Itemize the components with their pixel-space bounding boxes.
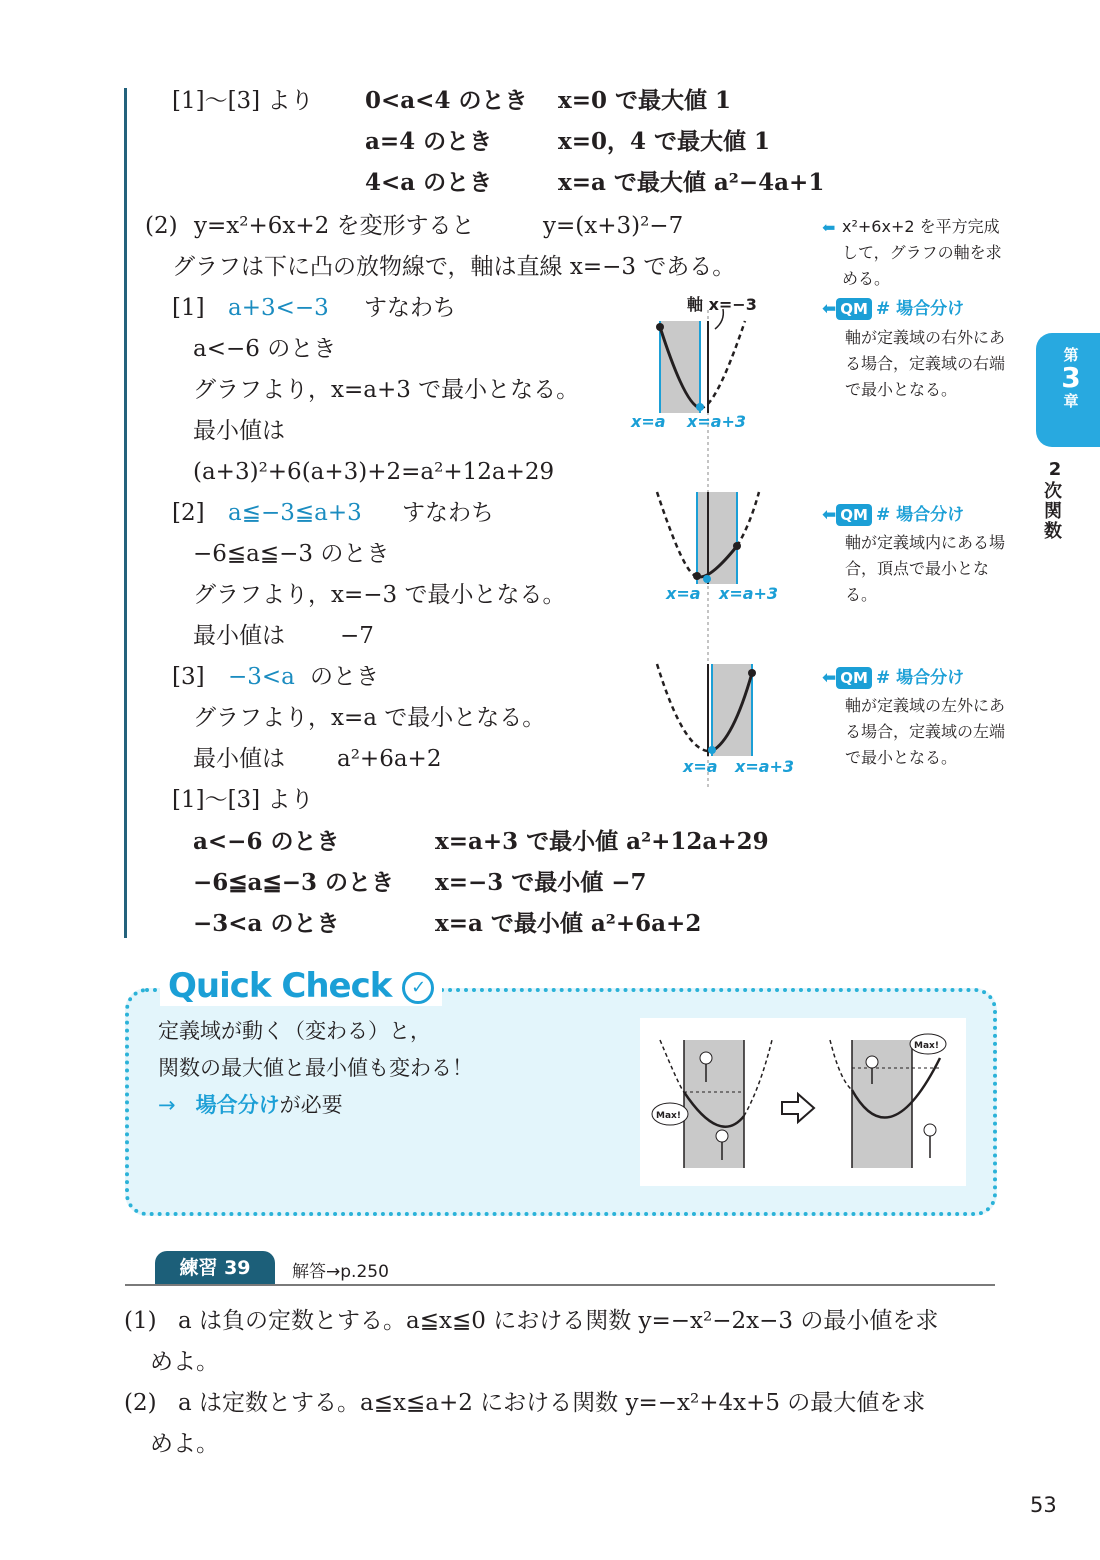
chapter-title-text: 次関数	[1044, 481, 1062, 542]
graph2-curve-dashed-right	[737, 492, 759, 546]
problem2-line2: めよ。	[150, 1431, 219, 1457]
graph2-dot-right	[733, 542, 741, 550]
qm-heading-2: ⬅ QM # 場合分け	[822, 505, 965, 525]
part2-graph-desc: グラフは下に凸の放物線で，軸は直線 x=−3 である。	[172, 254, 736, 280]
graph3-dot-right	[748, 669, 756, 677]
summary-max-cond-2: a=4 のとき	[365, 128, 493, 155]
case1-line5: (a+3)²+6(a+3)+2=a²+12a+29	[193, 459, 555, 485]
case2-min-value: −7	[340, 623, 374, 649]
quick-check-title-text: Quick Check	[168, 966, 392, 1006]
side-note-4: 軸が定義域の左外にある場合，定義域の左端で最小となる。	[845, 696, 1006, 767]
qm-tag-2: # 場合分け	[875, 505, 965, 525]
case1-line4: 最小値は	[193, 418, 285, 444]
graph1-curve-dashed	[700, 321, 745, 408]
summary-min-cond-2: −6≦a≦−3 のとき	[193, 869, 395, 896]
quick-check-title	[160, 966, 442, 1006]
part2-label: (2)	[145, 213, 178, 239]
quick-check-line1: 定義域が動く（変わる）と，	[158, 1019, 431, 1043]
graph3-dot-min	[708, 746, 716, 754]
summary-min-cond-1: a<−6 のとき	[193, 828, 340, 855]
case3-line3: グラフより，x=a で最小となる。	[193, 705, 546, 731]
exercise-answer-ref[interactable]: 解答→p.250	[292, 1262, 389, 1282]
quick-check-tail: が必要	[279, 1093, 343, 1117]
summary-max-lead: [1]～[3] より	[172, 88, 314, 114]
qm-heading-3: ⬅ QM # 場合分け	[822, 668, 965, 688]
case2-suffix: すなわち	[402, 500, 494, 526]
graph1-label-a3: x=a+3	[687, 412, 747, 431]
note1-arrow-icon: ⬅	[822, 218, 836, 237]
illus-bubble-right-text: Max!	[914, 1041, 939, 1051]
case1-condition: a+3<−3	[228, 295, 329, 321]
page-number: 53	[1030, 1493, 1057, 1517]
chapter-suffix: 章	[1063, 392, 1079, 410]
graph1-dot-min	[696, 403, 704, 411]
graph3-domain	[712, 664, 752, 756]
case3-suffix: のとき	[310, 664, 379, 690]
graph2-domain	[697, 492, 737, 584]
illus-person-left-top	[700, 1052, 712, 1064]
summary-max-result-2: x=0，4 で最大値 1	[558, 128, 771, 155]
summary-min-result-3: x=a で最小値 a²+6a+2	[435, 910, 702, 937]
summary-min-result-2: x=−3 で最小値 −7	[435, 869, 647, 896]
chapter-prefix: 第	[1063, 346, 1079, 364]
quick-check-arrow: →	[158, 1093, 176, 1117]
quick-check-illustration	[640, 1018, 966, 1186]
qm-badge-2: QM	[836, 504, 872, 526]
part2-transform: y=x²+6x+2 を変形すると	[194, 213, 475, 239]
illus-bubble-left-text: Max!	[656, 1111, 681, 1121]
illus-left-dashed-2	[744, 1040, 772, 1116]
illus-person-right-top	[866, 1056, 878, 1068]
qm-badge-1: QM	[836, 298, 872, 320]
illus-left-dashed-1	[660, 1040, 684, 1092]
exercise-tab: 練習 39	[155, 1251, 275, 1285]
side-note-3: 軸が定義域内にある場合，頂点で最小となる。	[845, 533, 1006, 604]
case1-line2: a<−6 のとき	[193, 336, 337, 362]
case2-line3: グラフより，x=−3 で最小となる。	[193, 582, 566, 608]
graph3-label-a3: x=a+3	[735, 757, 795, 776]
summary-max-result-3: x=a で最大値 a²−4a+1	[558, 169, 825, 196]
graph2-curve-dashed-left	[657, 492, 697, 576]
illus-person-left-bottom	[716, 1130, 728, 1142]
chapter-number: 3	[1061, 361, 1081, 394]
problem2-label: (2)	[124, 1390, 157, 1416]
graph1-label-a: x=a	[631, 412, 666, 431]
case3-min-value: a²+6a+2	[337, 746, 442, 772]
qm-tag-3: # 場合分け	[875, 668, 965, 688]
graph1-dot-left	[656, 323, 664, 331]
exercise-divider	[125, 1284, 995, 1286]
case3-label: [3]	[172, 664, 205, 690]
case2-label: [2]	[172, 500, 205, 526]
case2-condition: a≦−3≦a+3	[228, 500, 362, 526]
graph1-domain	[660, 321, 700, 413]
summary-min-lead: [1]～[3] より	[172, 787, 314, 813]
graph2-dot-left	[693, 572, 701, 580]
quick-check-emph: 場合分け	[195, 1093, 280, 1117]
qm-heading-1: ⬅ QM # 場合分け	[822, 299, 965, 319]
summary-min-cond-3: −3<a のとき	[193, 910, 340, 937]
case1-label: [1]	[172, 295, 205, 321]
qm-tag-1: # 場合分け	[875, 299, 965, 319]
graph2-label-a3: x=a+3	[719, 584, 779, 603]
graph-axis-label: 軸 x=−3	[687, 295, 757, 314]
summary-max-cond-3: 4<a のとき	[365, 169, 493, 196]
side-note-1: x²+6x+2 を平方完成して，グラフの軸を求める。	[842, 217, 1002, 288]
chapter-title-number: 2	[1048, 459, 1062, 480]
case1-suffix: すなわち	[364, 295, 456, 321]
graph3-label-a: x=a	[683, 757, 718, 776]
graph2-label-a: x=a	[666, 584, 701, 603]
summary-max-result-1: x=0 で最大値 1	[558, 87, 732, 114]
case3-condition: −3<a	[228, 664, 295, 690]
illus-right-dashed-1	[830, 1040, 852, 1090]
qm-badge-3: QM	[836, 667, 872, 689]
case2-line2: −6≦a≦−3 のとき	[193, 541, 390, 567]
quick-check-line2: 関数の最大値と最小値も変わる！	[158, 1056, 473, 1080]
check-icon: ✓	[402, 972, 434, 1004]
problem2-line1: a は定数とする。a≦x≦a+2 における関数 y=−x²+4x+5 の最大値を求	[178, 1390, 926, 1416]
chapter-tab	[1036, 333, 1100, 447]
graph2-dot-vertex	[703, 575, 711, 583]
side-note-2: 軸が定義域の右外にある場合，定義域の右端で最小となる。	[845, 328, 1006, 399]
summary-max-cond-1: 0<a<4 のとき	[365, 87, 528, 114]
illustration-svg	[640, 1018, 966, 1186]
case2-line4: 最小値は	[193, 623, 285, 649]
graph3-curve-dashed	[657, 664, 712, 751]
parabola-graphs	[615, 285, 815, 795]
left-rule	[124, 88, 127, 938]
quick-check-line3	[158, 1089, 343, 1119]
summary-min-result-1: x=a+3 で最小値 a²+12a+29	[435, 828, 769, 855]
case3-line4: 最小値は	[193, 746, 285, 772]
illus-arrow-icon	[782, 1094, 814, 1122]
part2-transform-result: y=(x+3)²−7	[543, 213, 684, 239]
problem1-label: (1)	[124, 1308, 157, 1334]
case1-line3: グラフより，x=a+3 で最小となる。	[193, 377, 580, 403]
problem1-line2: めよ。	[150, 1349, 219, 1375]
illus-person-right-bottom	[924, 1124, 936, 1136]
problem1-line1: a は負の定数とする。a≦x≦0 における関数 y=−x²−2x−3 の最小値を求	[178, 1308, 939, 1334]
